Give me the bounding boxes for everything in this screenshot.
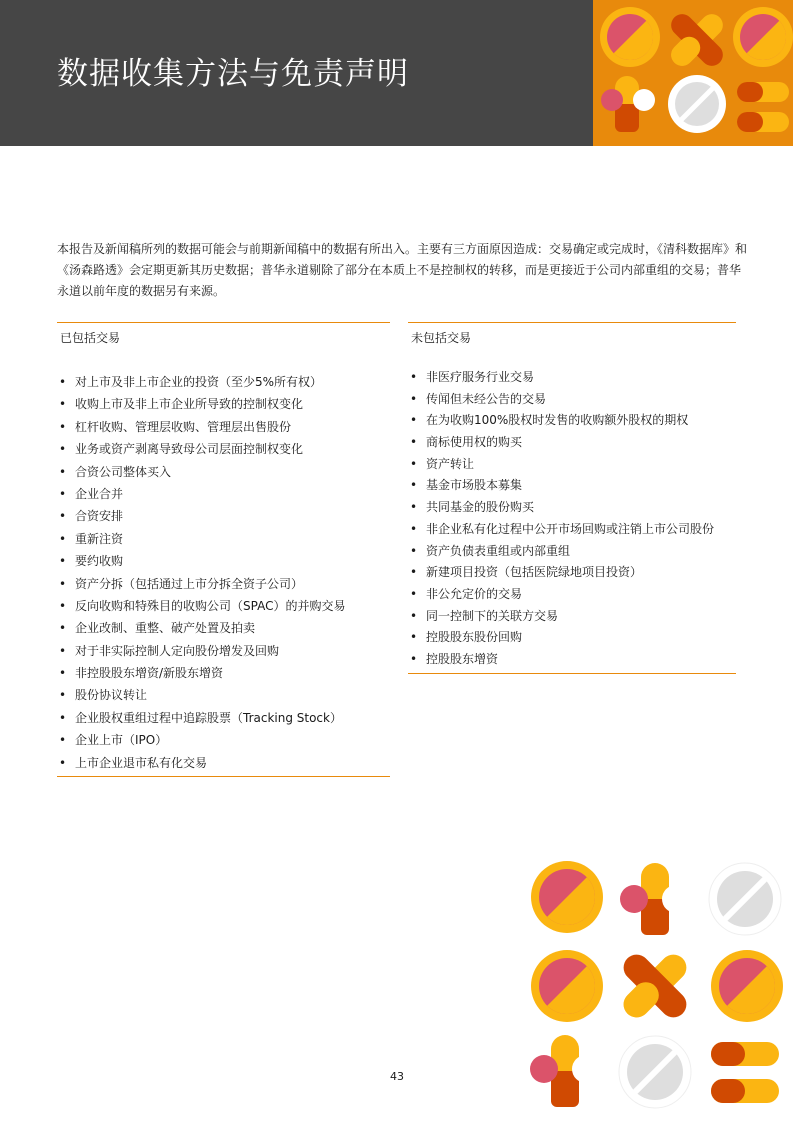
list-item: • 非医疗服务行业交易 — [408, 367, 736, 389]
page-title: 数据收集方法与免责声明 — [57, 56, 409, 92]
page-number: 43 — [390, 1070, 404, 1083]
divider — [408, 322, 736, 323]
included-heading: 已包括交易 — [60, 331, 121, 345]
pill-pattern-icon — [593, 0, 793, 146]
list-item: • 非公允定价的交易 — [408, 584, 736, 606]
list-item: • 对上市及非上市企业的投资（至少5%所有权） — [57, 371, 390, 393]
list-item: • 新建项目投资（包括医院绿地项目投资） — [408, 562, 736, 584]
list-item: • 企业上市（IPO） — [57, 729, 390, 751]
split-pill-icon — [531, 950, 603, 1022]
divider — [57, 776, 390, 777]
list-item: • 收购上市及非上市企业所导致的控制权变化 — [57, 393, 390, 415]
bottom-pill-artwork — [525, 855, 793, 1122]
capsule-icon — [530, 1035, 600, 1107]
list-item: • 资产转让 — [408, 454, 736, 476]
list-item: • 杠杆收购、管理层收购、管理层出售股份 — [57, 416, 390, 438]
list-item: • 同一控制下的关联方交易 — [408, 606, 736, 628]
list-item: • 合资安排 — [57, 505, 390, 527]
list-item: • 控股股东增资 — [408, 649, 736, 671]
list-item: • 企业股权重组过程中追踪股票（Tracking Stock） — [57, 707, 390, 729]
cross-icon — [667, 10, 728, 71]
list-item: • 上市企业退市私有化交易 — [57, 752, 390, 774]
list-item: • 控股股东股份回购 — [408, 627, 736, 649]
split-pill-icon — [733, 7, 793, 67]
list-item: • 共同基金的股份购买 — [408, 497, 736, 519]
tablet-icon — [668, 75, 726, 133]
cross-icon — [618, 949, 692, 1023]
list-item: • 企业改制、重整、破产处置及拍卖 — [57, 617, 390, 639]
header-bar — [0, 0, 593, 146]
excluded-heading: 未包括交易 — [411, 331, 472, 345]
list-item: • 企业合并 — [57, 483, 390, 505]
excluded-transactions — [408, 322, 736, 674]
capsule-icon — [620, 863, 690, 935]
list-item: • 非控股股东增资/新股东增资 — [57, 662, 390, 684]
list-item: • 合资公司整体买入 — [57, 461, 390, 483]
capsule-icon — [737, 82, 789, 132]
list-item: • 股份协议转让 — [57, 684, 390, 706]
list-item: • 商标使用权的购买 — [408, 432, 736, 454]
divider — [57, 322, 390, 323]
tablet-icon — [619, 1036, 691, 1108]
list-item: • 重新注资 — [57, 528, 390, 550]
list-item: • 传闻但未经公告的交易 — [408, 389, 736, 411]
list-item: • 非企业私有化过程中公开市场回购或注销上市公司股份 — [408, 519, 736, 541]
intro-paragraph: 本报告及新闻稿所列的数据可能会与前期新闻稿中的数据有所出入。主要有三方面原因造成：交易确定或完成时，《清科数据库》和《汤森路透》会定期更新其历史数据；普华永道剔除了部分在本质上不是控制权的转移，而是更接近于公司内部重组的交易；普华永道以前年度的数据另有来源。 — [57, 242, 748, 298]
list-item: • 基金市场股本募集 — [408, 475, 736, 497]
list-item: • 业务或资产剥离导致母公司层面控制权变化 — [57, 438, 390, 460]
split-pill-icon — [600, 7, 660, 67]
header-pill-artwork — [593, 0, 793, 146]
divider — [408, 673, 736, 674]
list-item: • 资产分拆（包括通过上市分拆全资子公司） — [57, 573, 390, 595]
list-item: • 在为收购100%股权时发售的收购额外股权的期权 — [408, 410, 736, 432]
included-transactions — [57, 322, 390, 777]
excluded-list — [408, 367, 736, 671]
split-pill-icon — [711, 950, 783, 1022]
tablet-icon — [709, 863, 781, 935]
capsule-icon — [601, 76, 655, 132]
pill-pattern-icon — [525, 855, 793, 1122]
capsule-icon — [711, 1042, 779, 1103]
list-item: • 要约收购 — [57, 550, 390, 572]
included-list — [57, 371, 390, 774]
list-item: • 资产负债表重组或内部重组 — [408, 541, 736, 563]
list-item: • 反向收购和特殊目的收购公司（SPAC）的并购交易 — [57, 595, 390, 617]
split-pill-icon — [531, 861, 603, 933]
list-item: • 对于非实际控制人定向股份增发及回购 — [57, 640, 390, 662]
